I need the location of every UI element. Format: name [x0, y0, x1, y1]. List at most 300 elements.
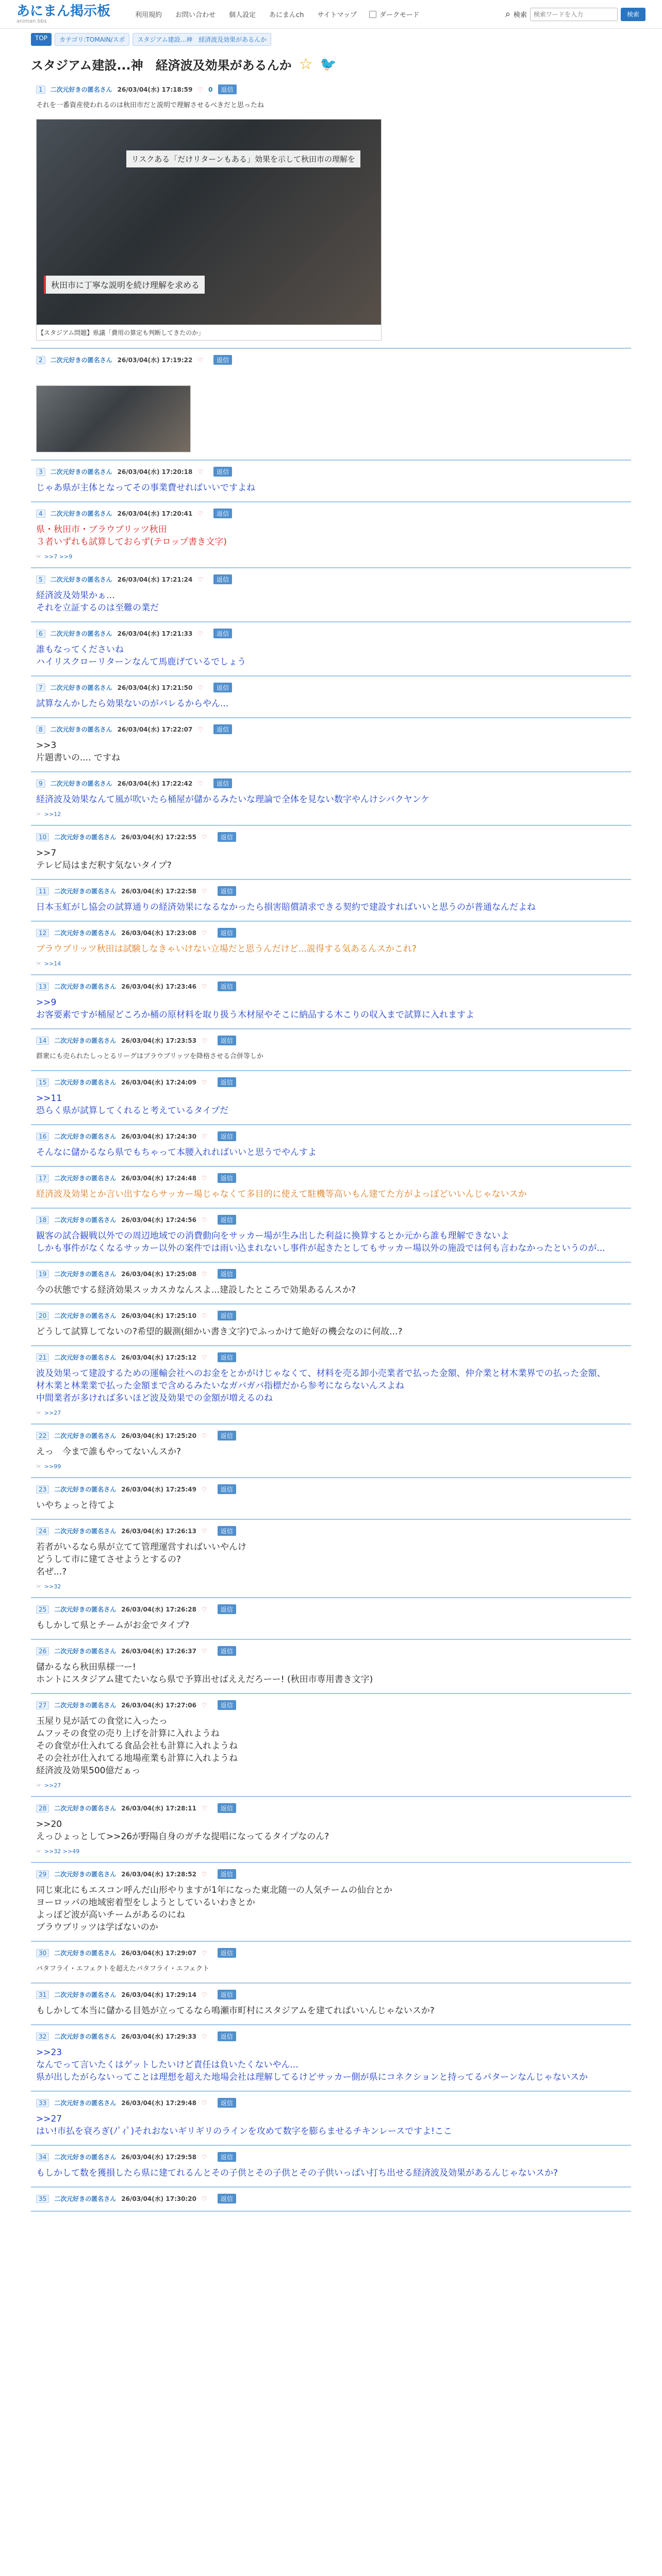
reply-anchors[interactable]: >>27	[44, 1782, 61, 1789]
reply-anchors[interactable]: >>99	[44, 1463, 61, 1470]
reply-links[interactable]	[36, 1782, 631, 1789]
post	[31, 1640, 631, 1694]
post-body: いやちょっと待てよ	[36, 1500, 115, 1511]
reply-anchors[interactable]: >>12	[44, 811, 61, 818]
post-body: >>7 テレビ局はまだ釈す気ないタイプ?	[36, 848, 172, 871]
reply-button[interactable]: 返信	[218, 1215, 236, 1225]
logo-text[interactable]: あにまん掲示板	[16, 4, 111, 19]
post	[31, 502, 631, 568]
post-author: 二次元好きの匿名さん	[50, 86, 112, 93]
post-date: 26/03/04(水) 17:24:48	[121, 1175, 197, 1182]
nav-sitemap[interactable]: サイトマップ	[317, 11, 357, 19]
post-body: 経済波及効果かぁ… それを立証するのは至難の業だ	[36, 590, 159, 613]
post-author: 二次元好きの匿名さん	[50, 780, 112, 787]
post-number[interactable]: 9	[36, 779, 45, 788]
post-body: バタフライ・エフェクトを超えたバタフライ・エフェクト	[36, 1965, 209, 1973]
post-number[interactable]: 13	[36, 982, 49, 991]
reply-hand-icon: ☞	[36, 811, 41, 818]
post-body: もしかして本当に儲かる目処が立ってるなら鳴瀬市町村にスタジアムを建てればいいんじゃないスか?	[36, 2006, 435, 2016]
post-meta	[36, 1869, 631, 1879]
post-number[interactable]: 23	[36, 1485, 49, 1494]
heart-icon[interactable]: ♡	[202, 1174, 207, 1182]
heart-icon[interactable]: ♡	[202, 1701, 207, 1709]
post-number[interactable]: 17	[36, 1174, 49, 1182]
post-meta	[36, 1131, 631, 1141]
post-author: 二次元好きの匿名さん	[54, 1432, 117, 1439]
heart-icon[interactable]: ♡	[202, 1132, 207, 1140]
post	[31, 2025, 631, 2092]
post-meta	[36, 509, 631, 518]
reply-button[interactable]: 返信	[218, 1036, 236, 1045]
reply-button[interactable]: 返信	[213, 574, 232, 584]
post-author: 二次元好きの匿名さん	[54, 1486, 117, 1493]
post-body: そんなに儲かるなら県でもちゃって本腰入れればいいと思うでやんすよ	[36, 1147, 317, 1158]
post-body: >>11 恐らく県が試算してくれると考えているタイプだ	[36, 1093, 229, 1116]
thread-container	[0, 55, 662, 2212]
post	[31, 2188, 631, 2212]
reply-button[interactable]: 返信	[218, 2098, 236, 2108]
heart-icon[interactable]: ♡	[202, 833, 207, 841]
post-date: 26/03/04(水) 17:26:37	[121, 1648, 197, 1655]
post-date: 26/03/04(水) 17:21:33	[117, 630, 193, 637]
post-number[interactable]: 19	[36, 1270, 49, 1278]
post-meta	[36, 1215, 631, 1225]
post-meta	[36, 1948, 631, 1958]
heart-icon[interactable]: ♡	[202, 2195, 207, 2202]
post-number[interactable]: 33	[36, 2099, 49, 2107]
post-meta	[36, 724, 631, 734]
reply-button[interactable]: 返信	[218, 1077, 236, 1087]
post	[31, 1984, 631, 2025]
heart-icon[interactable]: ♡	[197, 356, 204, 364]
post-author: 二次元好きの匿名さん	[54, 1648, 117, 1655]
image-caption-overlay: 秋田市に丁寧な説明を続け理解を求める	[44, 276, 205, 294]
post	[31, 1029, 631, 1071]
reply-button[interactable]: 返信	[213, 629, 232, 638]
post-body: もしかして県とチームがお金でタイプ?	[36, 1620, 190, 1631]
post-date: 26/03/04(水) 17:22:07	[117, 726, 193, 733]
heart-icon[interactable]: ♡	[202, 2153, 207, 2161]
reply-button[interactable]: 返信	[218, 1311, 236, 1320]
reply-button[interactable]: 返信	[218, 84, 237, 94]
reply-anchors[interactable]: >>14	[44, 960, 61, 967]
post-body: 経済波及効果とか言い出すならサッカー場じゃなくて多目的に使えて駐機等高いもん建てた方がよっぽどいいんじゃないスか	[36, 1189, 527, 1199]
post	[31, 349, 631, 461]
reply-button[interactable]: 返信	[218, 928, 236, 938]
post-meta	[36, 2098, 631, 2108]
heart-icon[interactable]: ♡	[202, 1647, 207, 1655]
reply-hand-icon: ☞	[36, 1782, 41, 1789]
top-nav	[135, 9, 357, 19]
post-author: 二次元好きの匿名さん	[50, 684, 112, 691]
post-date: 26/03/04(水) 17:20:18	[117, 468, 193, 476]
post	[31, 676, 631, 718]
news-screenshot-image[interactable]	[36, 119, 382, 325]
post-number[interactable]: 5	[36, 575, 45, 584]
post-number[interactable]: 21	[36, 1353, 49, 1362]
reply-hand-icon: ☞	[36, 960, 41, 967]
post	[31, 78, 631, 349]
heart-icon[interactable]: ♡	[202, 1078, 207, 1086]
post-meta	[36, 1604, 631, 1614]
post-date: 26/03/04(水) 17:23:53	[121, 1037, 197, 1044]
post-number[interactable]: 20	[36, 1312, 49, 1320]
post-author: 二次元好きの匿名さん	[54, 2033, 117, 2040]
post-meta	[36, 1700, 631, 1710]
post-number[interactable]: 29	[36, 1870, 49, 1878]
post-date: 26/03/04(水) 17:28:52	[121, 1871, 197, 1878]
heart-icon[interactable]: ♡	[202, 1270, 207, 1278]
post-date: 26/03/04(水) 17:30:20	[121, 2195, 197, 2202]
post-number[interactable]: 31	[36, 1991, 49, 1999]
post-date: 26/03/04(水) 17:21:50	[117, 684, 193, 691]
reply-button[interactable]: 返信	[218, 1431, 236, 1440]
post-body: 試算なんかしたら効果ないのがバレるからやん...	[36, 699, 229, 709]
post-author: 二次元好きの匿名さん	[50, 510, 112, 517]
nav-settings[interactable]: 個人設定	[229, 11, 256, 19]
post-author: 二次元好きの匿名さん	[50, 357, 112, 364]
post-author: 二次元好きの匿名さん	[50, 468, 112, 476]
post-body: それを一番資産使われるのは秋田市だと説明で理解させるべきだと思ったね	[36, 101, 264, 109]
post-date: 26/03/04(水) 17:29:14	[121, 1991, 197, 1998]
post-meta	[36, 1526, 631, 1536]
reply-button[interactable]: 返信	[218, 886, 236, 896]
breadcrumb-thread[interactable]: スタジアム建設...神 経済波及効果があるんか	[133, 33, 271, 46]
reply-button[interactable]: 返信	[218, 832, 236, 842]
heart-icon[interactable]: ♡	[202, 1037, 207, 1044]
post-meta	[36, 1646, 631, 1656]
post-author: 二次元好きの匿名さん	[54, 983, 117, 990]
heart-icon[interactable]: ♡	[202, 887, 207, 895]
post-body: 誰もなってくださいね ハイリスクローリターンなんて馬鹿げているでしょう	[36, 645, 246, 667]
post-meta	[36, 981, 631, 991]
reply-button[interactable]: 返信	[218, 1173, 236, 1183]
reply-button[interactable]: 返信	[218, 1700, 236, 1710]
reply-links[interactable]	[36, 1410, 631, 1416]
post-body: 県・秋田市・ブラウブリッツ秋田 ３者いずれも試算しておらず(テロップ書き文字)	[36, 524, 227, 547]
post	[31, 1346, 631, 1425]
post-meta	[36, 778, 631, 788]
post-author: 二次元好きの匿名さん	[54, 1528, 117, 1535]
post-body: >>20 えっひょっとして>>26が野陽自身のガチな提唱になってるタイプなのん?	[36, 1819, 329, 1842]
post-date: 26/03/04(水) 17:25:08	[121, 1270, 197, 1278]
post-number[interactable]: 1	[36, 86, 45, 94]
post-author: 二次元好きの匿名さん	[54, 1133, 117, 1140]
heart-icon[interactable]: ♡	[202, 1949, 207, 1957]
post-date: 26/03/04(水) 17:22:58	[121, 888, 197, 895]
heart-icon[interactable]: ♡	[197, 468, 204, 476]
reply-anchors[interactable]: >>32 >>49	[44, 1848, 80, 1855]
post	[31, 922, 631, 975]
nav-contact[interactable]: お問い合わせ	[175, 11, 216, 19]
reply-button[interactable]: 返信	[218, 1948, 236, 1958]
post-body: 波及効果って建設するための運輸会社へのお金をとかがけじゃなくて、材料を売る卸小売業者で払った金額、仲介業と材木業界での払った金額、 材木業と林業業で払った金額まで含めるみたいなガバガバ指標だから参考にならないんスよね 中間業者が多ければ多いほど波及効果での金額が増えるのね	[36, 1368, 606, 1403]
post-number[interactable]: 16	[36, 1132, 49, 1141]
post-number[interactable]: 26	[36, 1647, 49, 1655]
post-author: 二次元好きの匿名さん	[54, 1354, 117, 1361]
post-number[interactable]: 12	[36, 929, 49, 937]
heart-icon[interactable]: ♡	[202, 1804, 207, 1812]
post-date: 26/03/04(水) 17:25:49	[121, 1486, 197, 1493]
post-meta	[36, 355, 631, 365]
post-author: 二次元好きの匿名さん	[54, 1037, 117, 1044]
post-body: じゃあ県が主体となってその事業費せればいいですよね	[36, 483, 255, 493]
heart-icon[interactable]: ♡	[202, 1991, 207, 1998]
heart-icon[interactable]: ♡	[202, 982, 207, 990]
reply-button[interactable]: 返信	[218, 2152, 236, 2162]
post-date: 26/03/04(水) 17:26:28	[121, 1606, 197, 1613]
post-number[interactable]: 22	[36, 1432, 49, 1440]
post-meta	[36, 683, 631, 692]
post-author: 二次元好きの匿名さん	[54, 1991, 117, 1998]
post-author: 二次元好きの匿名さん	[50, 576, 112, 583]
reply-anchors[interactable]: >>32	[44, 1583, 61, 1590]
post-date: 26/03/04(水) 17:29:33	[121, 2033, 197, 2040]
post-date: 26/03/04(水) 17:25:20	[121, 1432, 197, 1439]
heart-icon[interactable]: ♡	[202, 1312, 207, 1319]
reply-button[interactable]: 返信	[213, 355, 232, 365]
reply-button[interactable]: 返信	[218, 1604, 236, 1614]
post-meta	[36, 1431, 631, 1440]
image-caption-overlay-2: リスクある「だけリターンもある」効果を示して秋田市の理解を	[126, 150, 360, 167]
post-number[interactable]: 11	[36, 887, 49, 895]
nav-terms[interactable]: 利用規約	[135, 11, 162, 19]
post-number[interactable]: 6	[36, 630, 45, 638]
post	[31, 1520, 631, 1598]
post	[31, 2092, 631, 2146]
post-body: 経済波及効果なんて風が吹いたら桶屋が儲かるみたいな理論で全体を見ない数字やんけシバクヤンケ	[36, 794, 430, 805]
reply-button[interactable]: 返信	[218, 1646, 236, 1656]
like-count: 0	[208, 86, 213, 93]
post-body: >>27 はい!市払を衰ろぎ(ﾉﾟｨﾟ)それおないギリギリのラインを攻めて数字を膨らませるチキンレースですよ!ここ	[36, 2114, 452, 2137]
post-author: 二次元好きの匿名さん	[54, 2099, 117, 2107]
reply-button[interactable]: 返信	[213, 683, 232, 692]
reply-button[interactable]: 返信	[213, 778, 232, 788]
heart-icon[interactable]: ♡	[197, 575, 204, 583]
thread-title: スタジアム建設...神 経済波及効果があるんか	[31, 58, 292, 73]
post-meta	[36, 1269, 631, 1279]
reply-button[interactable]: 返信	[218, 2194, 236, 2204]
site-logo[interactable]	[16, 4, 120, 24]
reply-button[interactable]: 返信	[218, 1269, 236, 1279]
twitter-share-icon[interactable]: 🐦	[320, 56, 337, 72]
post-date: 26/03/04(水) 17:18:59	[117, 86, 193, 93]
reply-hand-icon: ☞	[36, 1848, 41, 1855]
post-number[interactable]: 3	[36, 468, 45, 476]
heart-icon[interactable]: ♡	[202, 2099, 207, 2107]
post-meta	[36, 1173, 631, 1183]
post-meta	[36, 928, 631, 938]
post-number[interactable]: 34	[36, 2153, 49, 2161]
post-body: えっ 今まで誰もやってないんスか?	[36, 1447, 181, 1457]
post-author: 二次元好きの匿名さん	[54, 1950, 117, 1957]
post-date: 26/03/04(水) 17:24:09	[121, 1079, 197, 1086]
post-date: 26/03/04(水) 17:22:42	[117, 780, 193, 787]
site-header	[0, 0, 662, 29]
post-meta	[36, 1803, 631, 1813]
reply-button[interactable]: 返信	[218, 2031, 236, 2041]
post-meta	[36, 1352, 631, 1362]
heart-icon[interactable]: ♡	[202, 1432, 207, 1439]
post-date: 26/03/04(水) 17:21:24	[117, 576, 193, 583]
post-number[interactable]: 2	[36, 356, 45, 364]
post-date: 26/03/04(水) 17:20:41	[117, 510, 193, 517]
nav-animanch[interactable]: あにまんch	[269, 11, 304, 19]
star-icon[interactable]: ☆	[299, 55, 313, 73]
heart-icon[interactable]: ♡	[197, 86, 204, 93]
post-author: 二次元好きの匿名さん	[54, 2195, 117, 2202]
breadcrumb-top[interactable]: TOP	[31, 33, 52, 46]
reply-links[interactable]	[36, 553, 631, 560]
post-author: 二次元好きの匿名さん	[54, 1805, 117, 1812]
reply-anchors[interactable]: >>7 >>9	[44, 553, 73, 560]
reply-links[interactable]	[36, 1583, 631, 1590]
post-meta	[36, 467, 631, 477]
post	[31, 1125, 631, 1167]
post-number[interactable]: 10	[36, 833, 49, 841]
post-number[interactable]: 30	[36, 1949, 49, 1957]
post-number[interactable]: 35	[36, 2195, 49, 2203]
post	[31, 772, 631, 826]
post-date: 26/03/04(水) 17:24:30	[121, 1133, 197, 1140]
reply-hand-icon: ☞	[36, 1463, 41, 1470]
heart-icon[interactable]: ♡	[197, 510, 204, 517]
post	[31, 1071, 631, 1125]
post-author: 二次元好きの匿名さん	[54, 1606, 117, 1613]
heart-icon[interactable]: ♡	[197, 779, 204, 787]
reply-button[interactable]: 返信	[213, 724, 232, 734]
dark-mode-label: ダークモード	[379, 11, 420, 19]
post	[31, 718, 631, 772]
post	[31, 1797, 631, 1863]
dark-mode-toggle[interactable]	[369, 9, 419, 19]
reply-button[interactable]: 返信	[218, 1484, 236, 1494]
reply-links[interactable]	[36, 1848, 631, 1855]
checkbox-icon[interactable]	[369, 11, 376, 18]
heart-icon[interactable]: ♡	[202, 1870, 207, 1878]
post	[31, 1263, 631, 1304]
heart-icon[interactable]: ♡	[202, 1353, 207, 1361]
post	[31, 975, 631, 1029]
search-button[interactable]: 検索	[621, 8, 646, 21]
logo-subtext: animan bbs	[16, 19, 47, 24]
post-meta	[36, 832, 631, 842]
post-number[interactable]: 15	[36, 1078, 49, 1087]
post-author: 二次元好きの匿名さん	[54, 1175, 117, 1182]
heart-icon[interactable]: ♡	[202, 1605, 207, 1613]
post-author: 二次元好きの匿名さん	[54, 2154, 117, 2161]
post-meta	[36, 1077, 631, 1087]
post-body: もしかして数を獲損したら県に建てれるんとその子供とその子供とその子供いっぱい打ち出せる経済波及効果があるんじゃないスか?	[36, 2168, 558, 2178]
post-author: 二次元好きの匿名さん	[54, 1871, 117, 1878]
heart-icon[interactable]: ♡	[202, 1485, 207, 1493]
post-meta	[36, 1990, 631, 1999]
post-author: 二次元好きの匿名さん	[54, 929, 117, 937]
post-meta	[36, 2194, 631, 2204]
reply-button[interactable]: 返信	[218, 1990, 236, 1999]
post	[31, 1942, 631, 1984]
heart-icon[interactable]: ♡	[202, 1527, 207, 1535]
search-input[interactable]	[530, 8, 618, 21]
reply-button[interactable]: 返信	[218, 1803, 236, 1813]
post-date: 26/03/04(水) 17:19:22	[117, 357, 193, 364]
post-number[interactable]: 18	[36, 1216, 49, 1224]
reply-button[interactable]: 返信	[218, 1869, 236, 1879]
reply-anchors[interactable]: >>27	[44, 1410, 61, 1416]
post-meta	[36, 2031, 631, 2041]
post-meta	[36, 1036, 631, 1045]
post-number[interactable]: 24	[36, 1527, 49, 1535]
post-date: 26/03/04(水) 17:29:48	[121, 2099, 197, 2107]
heart-icon[interactable]: ♡	[197, 725, 204, 733]
reply-links[interactable]	[36, 1463, 631, 1470]
post-number[interactable]: 25	[36, 1605, 49, 1614]
post-meta	[36, 886, 631, 896]
post-body: 若者がいるなら県が立てて管理運営すればいいやんけ どうして市に建てさせようとするの? 名ぜ...?	[36, 1542, 246, 1577]
thumbnail-image[interactable]	[36, 385, 191, 452]
post-author: 二次元好きの匿名さん	[54, 1270, 117, 1278]
heart-icon[interactable]: ♡	[202, 1216, 207, 1224]
heart-icon[interactable]: ♡	[197, 684, 204, 691]
reply-links[interactable]	[36, 811, 631, 818]
post-number[interactable]: 7	[36, 684, 45, 692]
reply-hand-icon: ☞	[36, 1410, 41, 1416]
reply-button[interactable]: 返信	[218, 1131, 236, 1141]
post	[31, 622, 631, 676]
post-number[interactable]: 32	[36, 2032, 49, 2041]
heart-icon[interactable]: ♡	[197, 630, 204, 637]
post	[31, 1304, 631, 1346]
heart-icon[interactable]: ♡	[202, 2032, 207, 2040]
reply-button[interactable]: 返信	[213, 509, 232, 518]
post	[31, 461, 631, 502]
post-date: 26/03/04(水) 17:28:11	[121, 1805, 197, 1812]
post	[31, 1598, 631, 1640]
post-number[interactable]: 27	[36, 1701, 49, 1709]
post-number[interactable]: 14	[36, 1037, 49, 1045]
post-number[interactable]: 8	[36, 725, 45, 734]
breadcrumb-category[interactable]: カテゴリ:TOMAIN/スポ	[55, 33, 129, 46]
heart-icon[interactable]: ♡	[202, 929, 207, 937]
reply-button[interactable]: 返信	[213, 467, 232, 477]
post	[31, 880, 631, 922]
post	[31, 2146, 631, 2188]
thread-header	[31, 55, 631, 73]
post-author: 二次元好きの匿名さん	[54, 1702, 117, 1709]
post-date: 26/03/04(水) 17:29:58	[121, 2154, 197, 2161]
post-number[interactable]: 4	[36, 510, 45, 518]
post-body: >>3 片題書いの.... ですね	[36, 740, 121, 763]
post-number[interactable]: 28	[36, 1804, 49, 1812]
post-author: 二次元好きの匿名さん	[54, 1312, 117, 1319]
reply-links[interactable]	[36, 960, 631, 967]
post-meta	[36, 574, 631, 584]
reply-button[interactable]: 返信	[218, 1526, 236, 1536]
post	[31, 1478, 631, 1520]
post	[31, 568, 631, 622]
post-meta	[36, 1311, 631, 1320]
post-date: 26/03/04(水) 17:22:55	[121, 834, 197, 841]
post-author: 二次元好きの匿名さん	[50, 726, 112, 733]
post-date: 26/03/04(水) 17:25:12	[121, 1354, 197, 1361]
reply-button[interactable]: 返信	[218, 981, 236, 991]
post-author: 二次元好きの匿名さん	[54, 1216, 117, 1224]
search-bar	[505, 8, 646, 21]
post-body: >>23 なんでって言いたくはゲットしたいけど責任は負いたくないやん... 県が出したがらないってことは理想を超えた地場会社は理解してるけどサッカー側が県にコネクションと持ってるパターンなんじゃないスか	[36, 2047, 588, 2082]
post-meta	[36, 2152, 631, 2162]
reply-button[interactable]: 返信	[218, 1352, 236, 1362]
post-date: 26/03/04(水) 17:23:46	[121, 983, 197, 990]
